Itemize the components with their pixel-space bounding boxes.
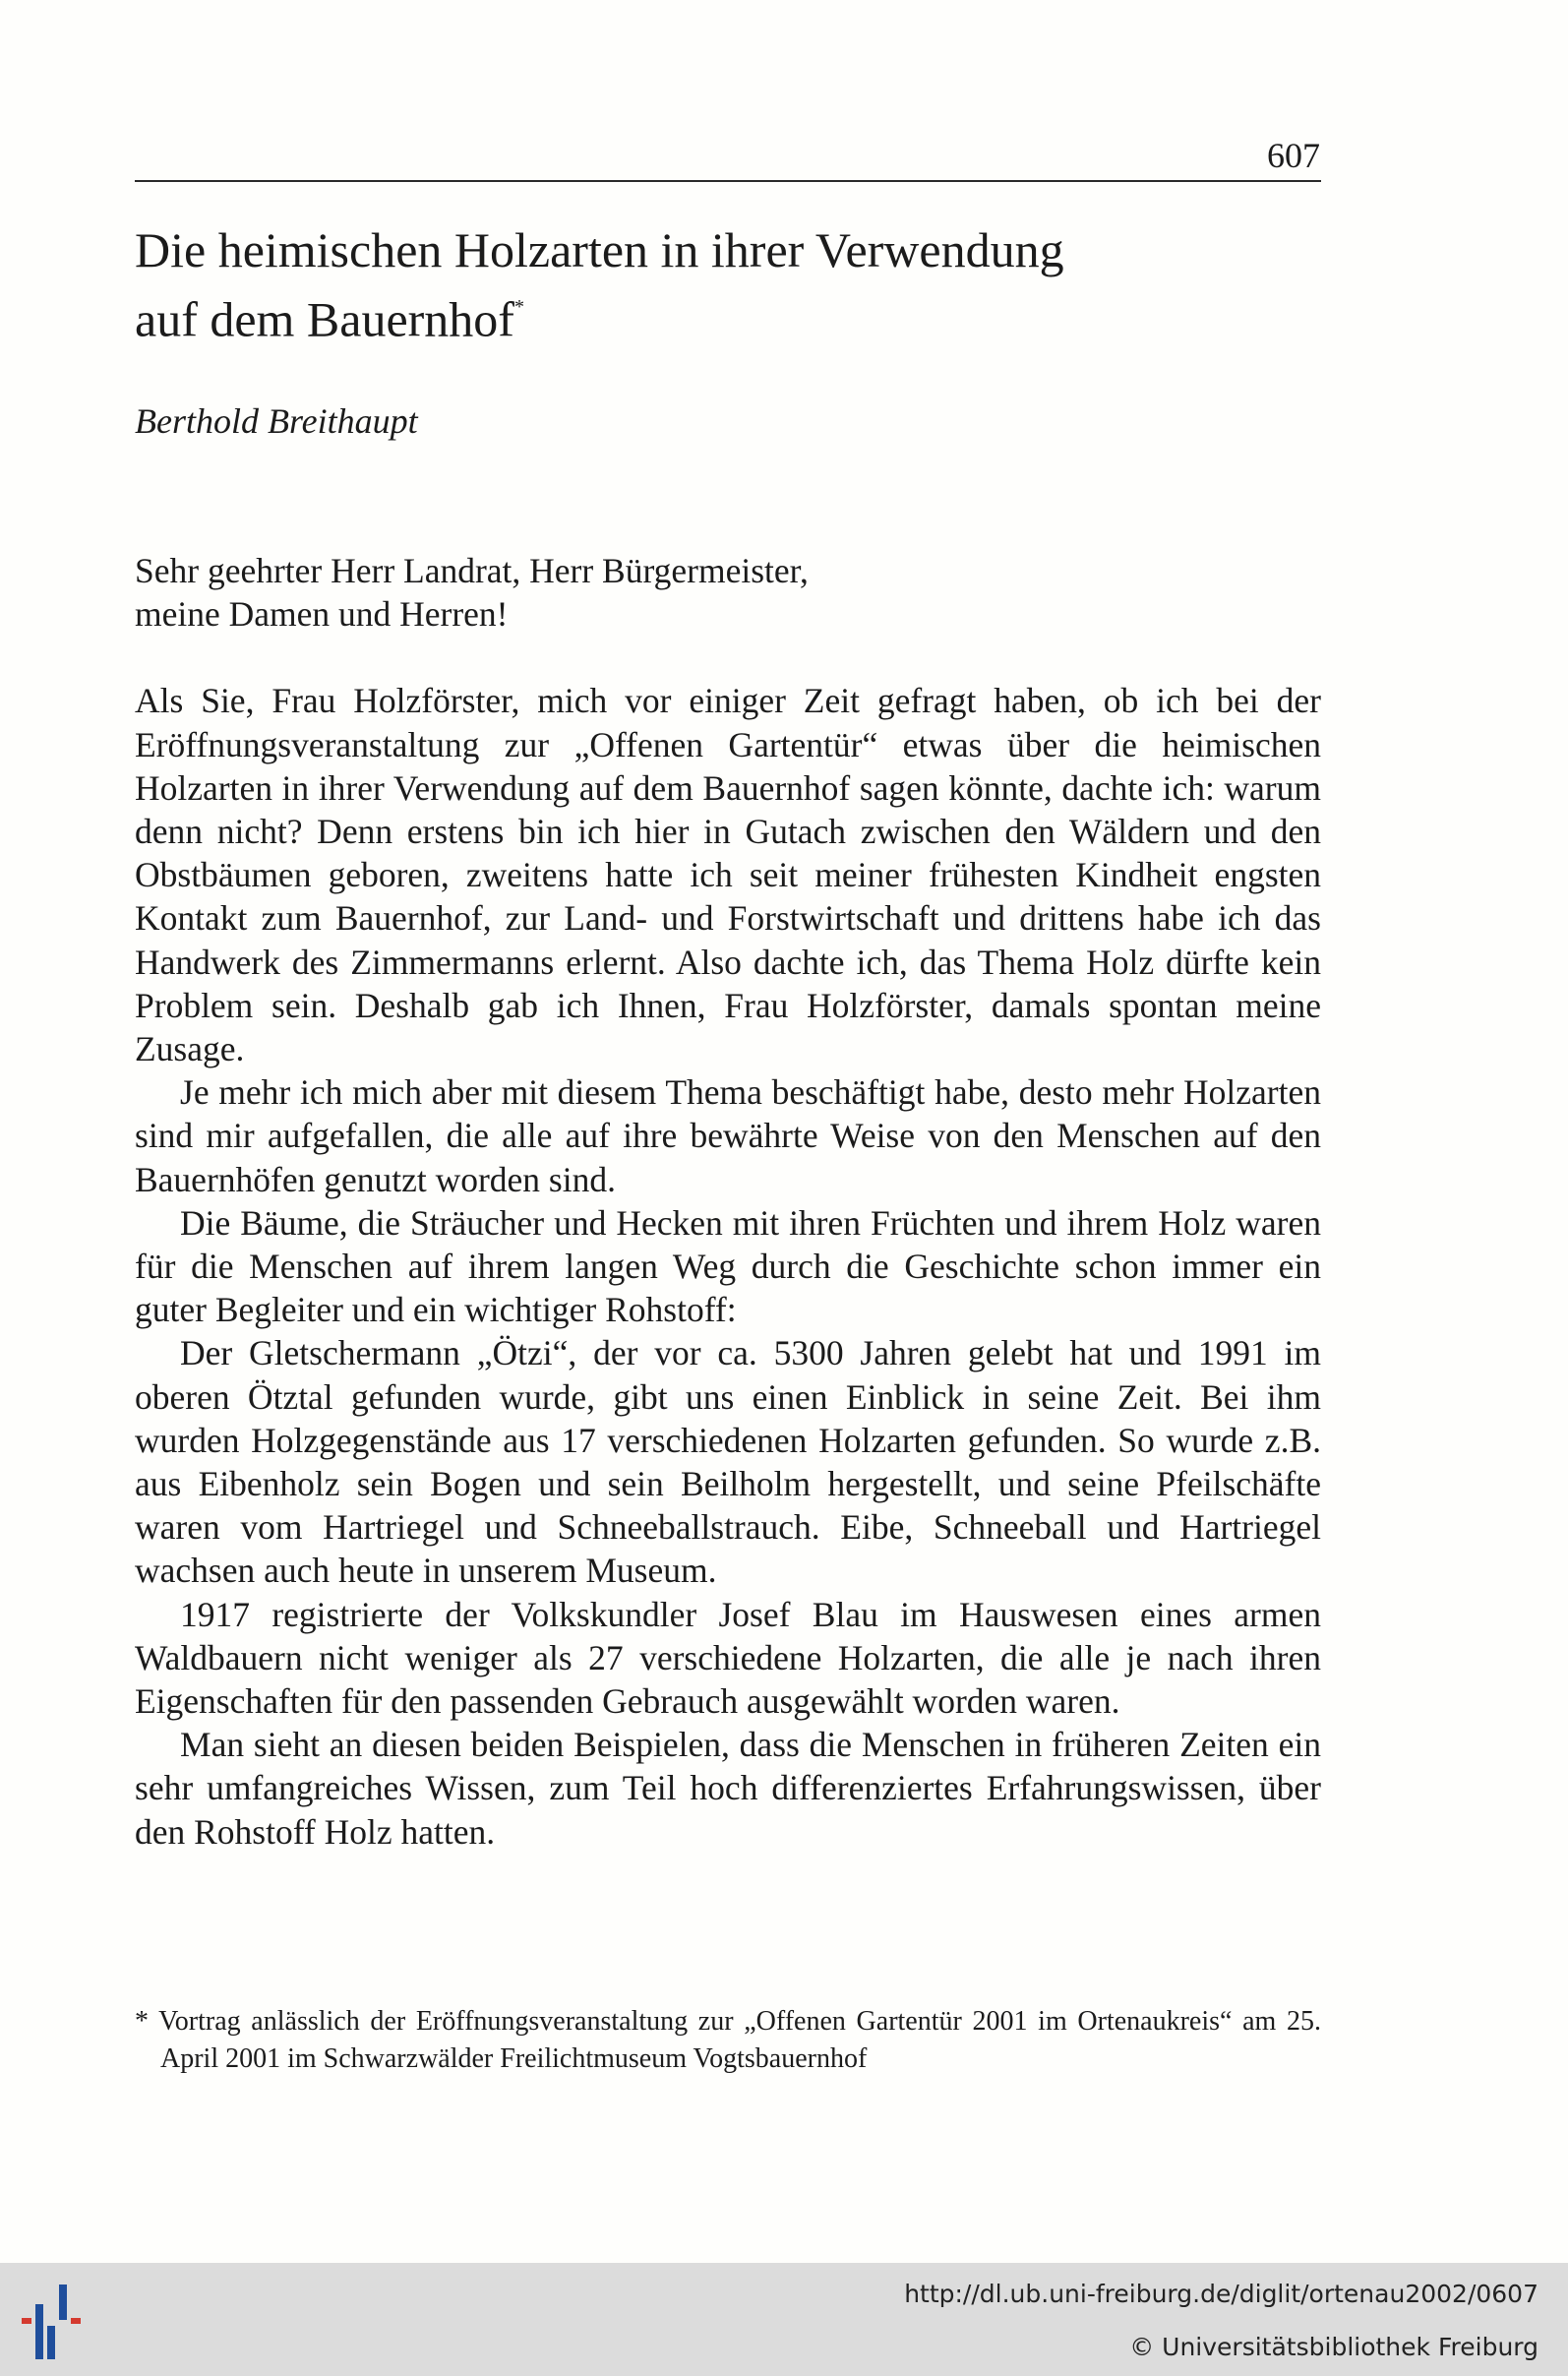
logo-bar-red-left (22, 2318, 31, 2324)
footnote-text: * Vortrag anlässlich der Eröffnungsveranstaltung zur „Offenen Gartentür 2001 im Ortenaukreis“ am 25. April 2001 im Schwarzwälder Freilichtmuseum Vogtsbauernhof (135, 2006, 1321, 2074)
title-line-2: auf dem Bauernhof (135, 291, 514, 347)
title-line-1: Die heimischen Holzarten in ihrer Verwendung (135, 222, 1064, 277)
paragraph: Die Bäume, die Sträucher und Hecken mit ihren Früchten und ihrem Holz waren für die Menschen auf ihrem langen Weg durch die Geschichte schon immer ein guter Begleiter und ein wichtiger Rohstoff: (135, 1202, 1321, 1330)
logo-bar-blue-mid (47, 2326, 55, 2359)
salutation-line-1: Sehr geehrter Herr Landrat, Herr Bürgermeister, (135, 551, 809, 590)
footnote (135, 2003, 1321, 2078)
page-number: 607 (1267, 136, 1320, 175)
source-url-link[interactable]: http://dl.ub.uni-freiburg.de/diglit/ortenau2002/0607 (904, 2280, 1538, 2308)
paragraph: Der Gletschermann „Ötzi“, der vor ca. 5300 Jahren gelebt hat und 1991 im oberen Ötztal gefunden wurde, gibt uns einen Einblick in seine Zeit. Bei ihm wurden Holzgegenstände aus 17 verschiedenen Holzarten gefunden. So wurde z.B. aus Eibenholz sein Bogen und sein Beilholm hergestellt, und seine Pfeilschäfte waren vom Hartriegel und Schneeballstrauch. Eibe, Schneeball und Hartriegel wachsen auch heute in unserem Museum. (135, 1333, 1321, 1591)
copyright-notice: © Universitätsbibliothek Freiburg (1129, 2333, 1538, 2361)
paragraph: Je mehr ich mich aber mit diesem Thema beschäftigt habe, desto mehr Holzarten sind mir aufgefallen, die alle auf ihre bewährte Weise von den Menschen auf den Bauernhöfen genutzt worden sind. (135, 1072, 1321, 1199)
library-logo-icon (20, 2281, 98, 2361)
article-title (135, 218, 1266, 351)
logo-bar-blue-tall (35, 2304, 43, 2359)
paragraph: Als Sie, Frau Holzförster, mich vor einiger Zeit gefragt haben, ob ich bei der Eröffnungsveranstaltung zur „Offenen Gartentür“ etwas über die heimischen Holzarten in ihrer Verwendung auf dem Bauernhof sagen könnte, dachte ich: warum denn nicht? Denn erstens bin ich hier in Gutach zwischen den Wäldern und den Obstbäumen geboren, zweitens hatte ich seit meiner frühesten Kindheit engsten Kontakt zum Bauernhof, zur Land- und Forstwirtschaft und drittens habe ich das Handwerk des Zimmermanns erlernt. Also dachte ich, das Thema Holz dürfte kein Problem sein. Deshalb gab ich Ihnen, Frau Holzförster, damals spontan meine Zusage. (135, 681, 1321, 1069)
author-name: Berthold Breithaupt (135, 401, 418, 441)
paragraph: Man sieht an diesen beiden Beispielen, dass die Menschen in früheren Zeiten ein sehr umfangreiches Wissen, zum Teil hoch differenziertes Erfahrungswissen, über den Rohstoff Holz hatten. (135, 1725, 1321, 1852)
header-rule (135, 180, 1321, 182)
footnote-marker: * (513, 296, 524, 318)
paragraph: 1917 registrierte der Volkskundler Josef Blau im Hauswesen eines armen Waldbauern nicht weniger als 27 verschiedene Holzarten, die alle je nach ihren Eigenschaften für den passenden Gebrauch ausgewählt worden waren. (135, 1594, 1321, 1722)
salutation (135, 549, 1321, 636)
logo-bar-blue-top (59, 2285, 67, 2320)
article-body (135, 549, 1321, 1854)
salutation-line-2: meine Damen und Herren! (135, 594, 509, 635)
logo-bar-red-right (71, 2318, 81, 2324)
